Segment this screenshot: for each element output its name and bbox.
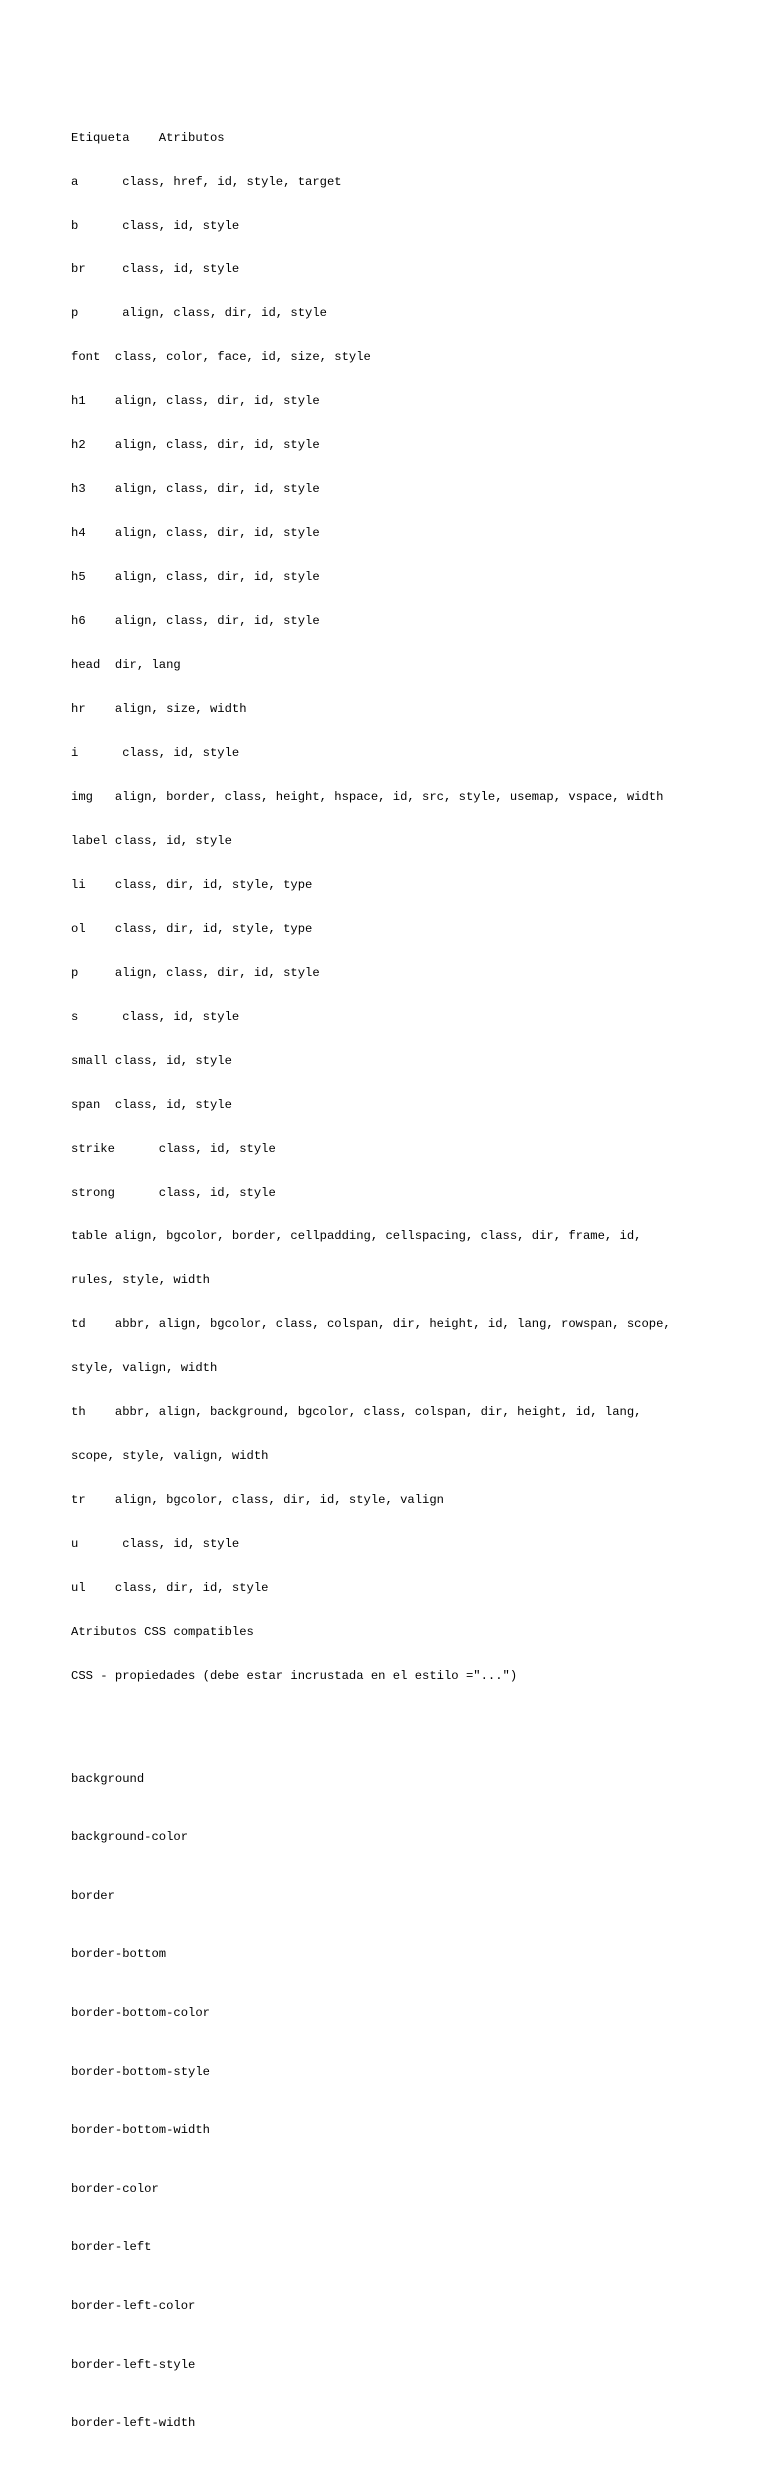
css-property-item: border-left xyxy=(71,2240,152,2255)
text-line: ul class, dir, id, style xyxy=(71,1581,269,1596)
text-line: tr align, bgcolor, class, dir, id, style, valign xyxy=(71,1493,444,1508)
css-section-heading: Atributos CSS compatibles xyxy=(71,1625,254,1640)
text-line: p align, class, dir, id, style xyxy=(71,306,327,321)
css-property-item: border-bottom xyxy=(71,1947,167,1962)
text-line: table align, bgcolor, border, cellpadding, cellspacing, class, dir, frame, id, xyxy=(71,1229,642,1244)
text-line: h1 align, class, dir, id, style xyxy=(71,394,320,409)
text-line: td abbr, align, bgcolor, class, colspan, dir, height, id, lang, rowspan, scope, xyxy=(71,1317,671,1332)
text-line: strike class, id, style xyxy=(71,1141,276,1156)
css-property-item: border-left-color xyxy=(71,2298,196,2313)
tag-attribute-list xyxy=(71,101,731,1713)
text-line: head dir, lang xyxy=(71,658,181,673)
css-property-item: background-color xyxy=(71,1830,189,1845)
text-line: h4 align, class, dir, id, style xyxy=(71,526,320,541)
text-line: h5 align, class, dir, id, style xyxy=(71,570,320,585)
css-property-item: border-color xyxy=(71,2181,159,2196)
text-line: li class, dir, id, style, type xyxy=(71,877,313,892)
text-line: font class, color, face, id, size, style xyxy=(71,350,371,365)
text-line: s class, id, style xyxy=(71,1009,240,1024)
css-property-item: border-bottom-color xyxy=(71,2005,210,2020)
text-line: b class, id, style xyxy=(71,218,240,233)
text-line: hr align, size, width xyxy=(71,702,247,717)
css-property-item: border xyxy=(71,1888,115,1903)
css-property-item: border-left-style xyxy=(71,2357,196,2372)
text-line: h2 align, class, dir, id, style xyxy=(71,438,320,453)
text-line: i class, id, style xyxy=(71,745,240,760)
text-line: a class, href, id, style, target xyxy=(71,174,342,189)
text-line: img align, border, class, height, hspace, id, src, style, usemap, vspace, width xyxy=(71,789,664,804)
text-line: label class, id, style xyxy=(71,833,232,848)
css-property-item: background xyxy=(71,1771,145,1786)
text-line: th abbr, align, background, bgcolor, class, colspan, dir, height, id, lang, xyxy=(71,1405,642,1420)
text-line: span class, id, style xyxy=(71,1097,232,1112)
text-line: br class, id, style xyxy=(71,262,240,277)
css-section-subheading: CSS - propiedades (debe estar incrustada en el estilo ="...") xyxy=(71,1668,518,1683)
css-property-item: border-left-width xyxy=(71,2416,196,2431)
css-property-item: border-bottom-width xyxy=(71,2123,210,2138)
document-page xyxy=(71,72,731,2475)
text-line: u class, id, style xyxy=(71,1537,240,1552)
text-line: scope, style, valign, width xyxy=(71,1449,269,1464)
text-line: h6 align, class, dir, id, style xyxy=(71,614,320,629)
css-property-item: border-bottom-style xyxy=(71,2064,210,2079)
css-property-list xyxy=(71,1742,731,2460)
text-line: Etiqueta Atributos xyxy=(71,130,225,145)
text-line: small class, id, style xyxy=(71,1053,232,1068)
text-line: strong class, id, style xyxy=(71,1185,276,1200)
text-line: style, valign, width xyxy=(71,1361,218,1376)
text-line: ol class, dir, id, style, type xyxy=(71,921,313,936)
text-line: rules, style, width xyxy=(71,1273,210,1288)
text-line: p align, class, dir, id, style xyxy=(71,965,320,980)
text-line: h3 align, class, dir, id, style xyxy=(71,482,320,497)
